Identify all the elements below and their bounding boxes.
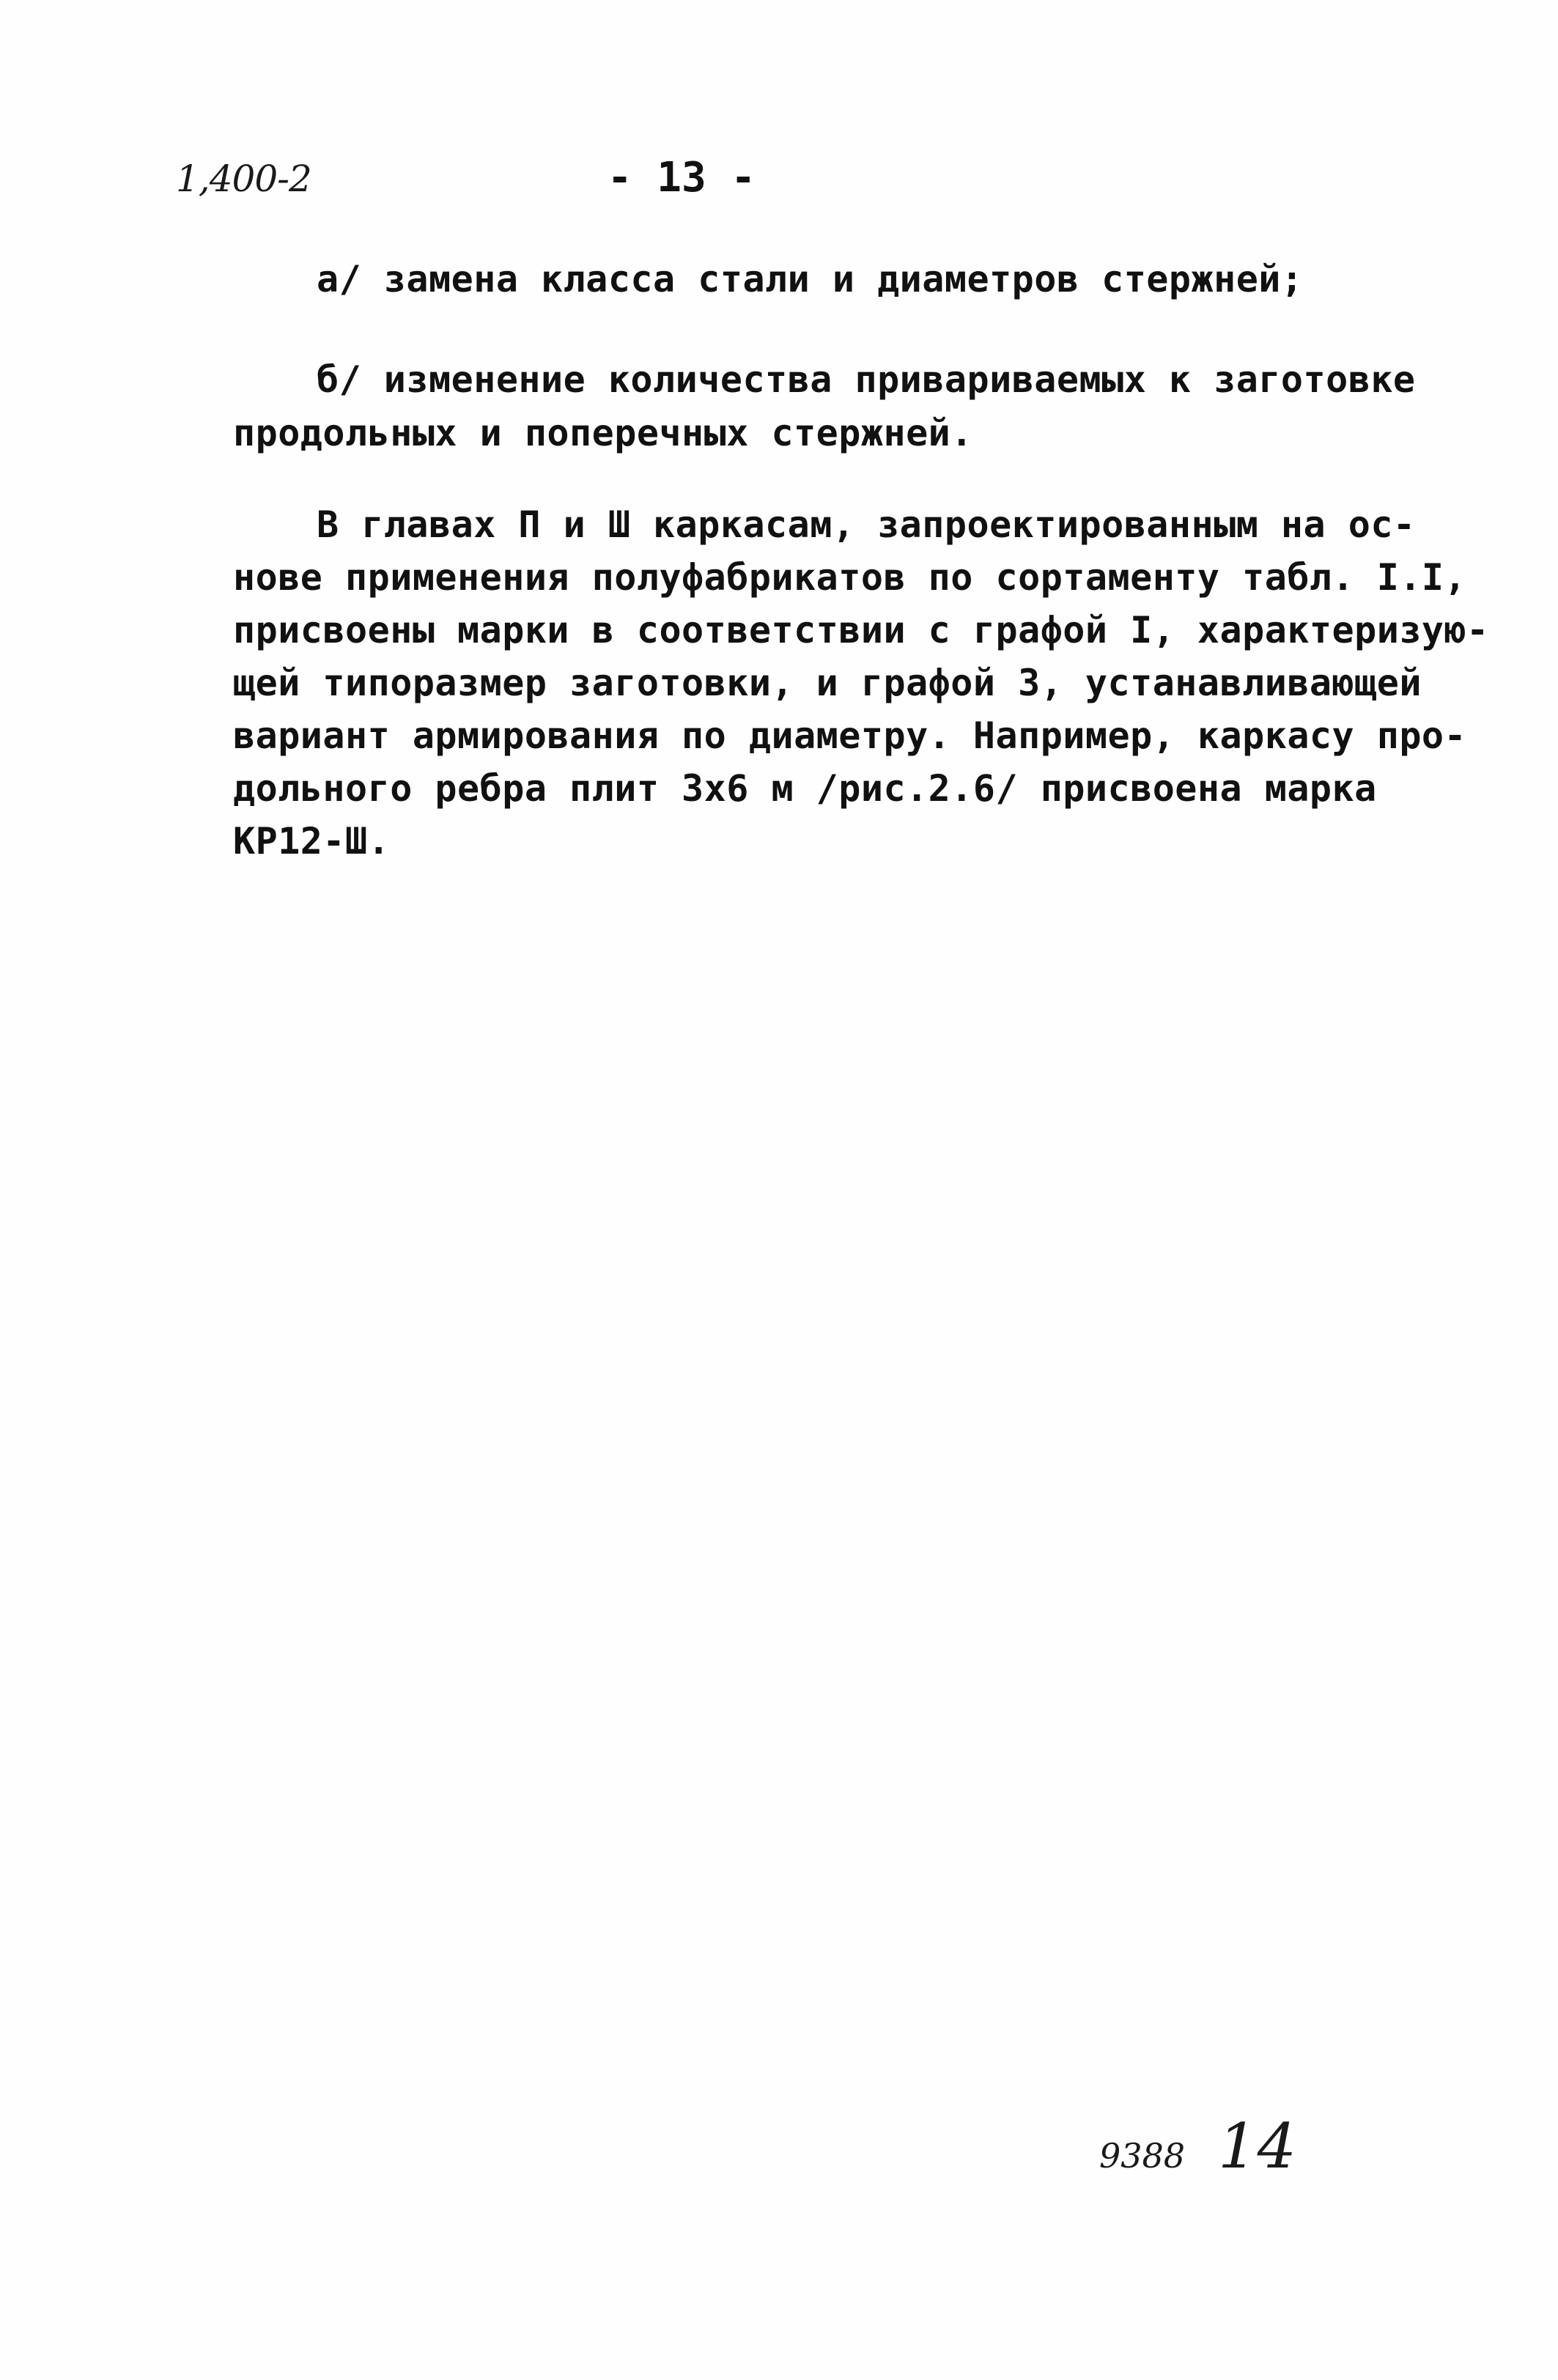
paragraph-line-2: нове применения полуфабрикатов по сортаменту табл. I.I, [233,556,1467,599]
paragraph-line-5: вариант армирования по диаметру. Например, каркасу про- [233,714,1467,757]
paragraph-line-7: КР12-Ш. [233,820,391,862]
document-code: 1,400-2 [176,158,311,200]
list-item-b-line-1: б/ изменение количества привариваемых к заготовке [317,358,1416,401]
handwritten-footer [1099,2110,1296,2182]
paragraph-line-1: В главах П и Ш каркасам, запроектированным на ос- [317,503,1416,546]
archive-code: 9388 [1099,2136,1186,2176]
sheet-number: 14 [1218,2110,1297,2182]
list-item-a: а/ замена класса стали и диаметров стержней; [317,258,1304,300]
page-number: - 13 - [607,154,756,202]
list-item-b-line-2: продольных и поперечных стержней. [233,412,973,454]
paragraph-line-6: дольного ребра плит 3х6 м /рис.2.6/ присвоена марка [233,767,1377,810]
paragraph-line-3: присвоены марки в соответствии с графой I, характеризую- [233,609,1489,651]
paragraph-line-4: щей типоразмер заготовки, и графой 3, устанавливающей [233,662,1422,704]
